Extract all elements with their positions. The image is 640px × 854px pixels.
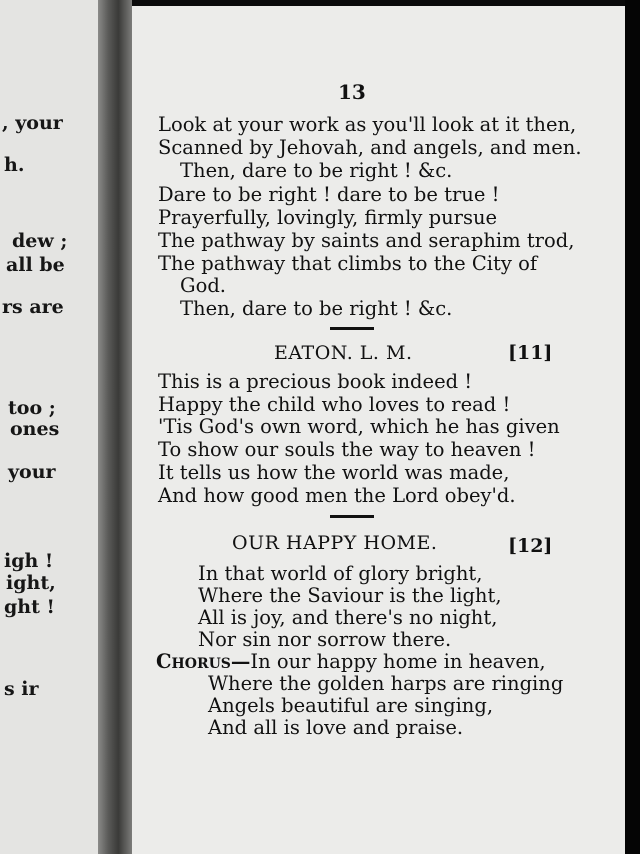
- verse-line: And all is love and praise.: [208, 716, 464, 739]
- verse-line: This is a precious book indeed !: [158, 370, 473, 393]
- verse-line: Scanned by Jehovah, and angels, and men.: [158, 136, 582, 159]
- hymn-title: OUR HAPPY HOME.: [232, 532, 438, 554]
- chorus-line: [156, 650, 546, 674]
- verse-line: Where the golden harps are ringing: [208, 672, 564, 695]
- verse-line: The pathway by saints and seraphim trod,: [158, 229, 575, 252]
- left-fragment: , your: [2, 112, 63, 134]
- verse-line: And how good men the Lord obey'd.: [158, 484, 516, 507]
- left-fragment: h.: [4, 154, 25, 176]
- left-fragment: igh !: [4, 550, 54, 572]
- section-rule: [330, 515, 374, 518]
- left-fragment: all be: [6, 254, 65, 276]
- verse-line: Then, dare to be right ! &c.: [180, 159, 453, 182]
- page-number: 13: [338, 80, 366, 104]
- chorus-text: In our happy home in heaven,: [250, 650, 546, 673]
- verse-line: Happy the child who loves to read !: [158, 393, 511, 416]
- verse-line: Nor sin nor sorrow there.: [198, 628, 452, 651]
- left-page: [0, 0, 110, 854]
- left-fragment: s ir: [4, 678, 39, 700]
- page-edge: [625, 0, 640, 854]
- left-fragment: ght !: [4, 596, 55, 618]
- verse-line: Where the Saviour is the light,: [198, 584, 502, 607]
- verse-line: Prayerfully, lovingly, firmly pursue: [158, 206, 498, 229]
- left-fragment: ones: [10, 418, 60, 440]
- verse-line: Dare to be right ! dare to be true !: [158, 183, 500, 206]
- left-fragment: too ;: [8, 397, 56, 419]
- chorus-label: Chorus—: [156, 650, 251, 673]
- verse-line: Angels beautiful are singing,: [208, 694, 494, 717]
- left-fragment: rs are: [2, 296, 64, 318]
- hymn-number: [12]: [508, 535, 553, 557]
- hymn-title: EATON. L. M.: [274, 342, 413, 364]
- section-rule: [330, 327, 374, 330]
- verse-line: It tells us how the world was made,: [158, 461, 510, 484]
- verse-line: In that world of glory bright,: [198, 562, 483, 585]
- hymn-number: [11]: [508, 342, 553, 364]
- verse-line: To show our souls the way to heaven !: [158, 438, 536, 461]
- left-fragment: ight,: [6, 572, 56, 594]
- left-fragment: dew ;: [12, 230, 68, 252]
- verse-line: All is joy, and there's no night,: [198, 606, 498, 629]
- verse-line: God.: [180, 274, 226, 297]
- verse-line: 'Tis God's own word, which he has given: [158, 415, 560, 438]
- left-fragment: your: [8, 461, 56, 483]
- verse-line: Look at your work as you'll look at it then,: [158, 113, 577, 136]
- verse-line: The pathway that climbs to the City of: [158, 252, 538, 275]
- book-gutter: [98, 0, 132, 854]
- verse-line: Then, dare to be right ! &c.: [180, 297, 453, 320]
